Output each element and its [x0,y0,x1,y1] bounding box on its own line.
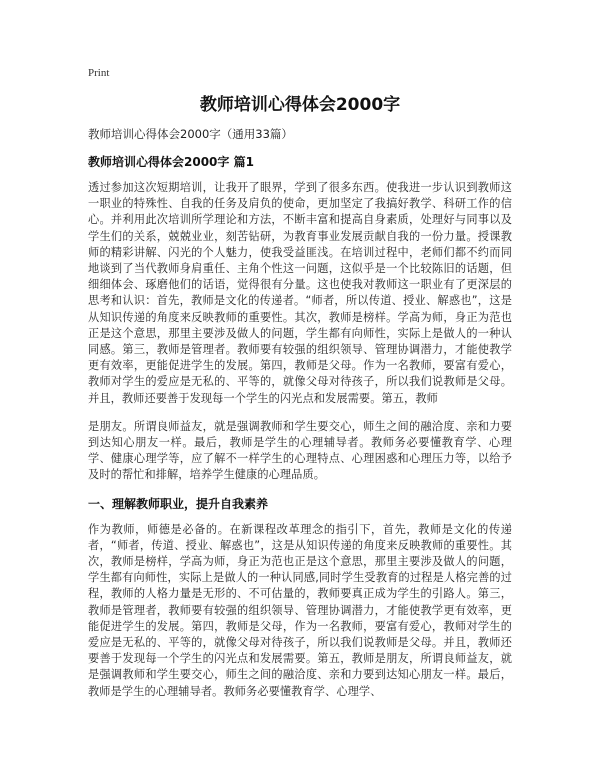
section-1-paragraph-1: 透过参加这次短期培训，让我开了眼界，学到了很多东西。使我进一步认识到教师这一职业的特殊性、自我的任务及肩负的使命，更加坚定了我搞好教学、科研工作的信心。并利用此次培训所学理论和方法，不断丰富和提高自身素质，处理好与同事以及学生们的关系，兢兢业业，刻苦钻研，为教育事业发展贡献自我的一份力量。授课教师的精彩讲解、闪光的个人魅力，使我受益匪浅。在培训过程中，老师们都不约而同地谈到了当代教师身肩重任、主角个性这一问题，这似乎是一个比较陈旧的话题，但细细体会、琢磨他们的话语，觉得很有分量。这也使我对教师这一职业有了更深层的思考和认识：首先，教师是文化的传递者。“师者，所以传道、授业、解惑也”，这是从知识传递的角度来反映教师的重要性。其次，教师是榜样。学高为师，身正为范也正是这个意思，那里主要涉及做人的问题，学生都有向师性，实际上是做人的一种认同感。第三，教师是管理者。教师要有较强的组织领导、管理协调潜力，才能使教学更有效率，更能促进学生的发展。第四，教师是父母。作为一名教师，要富有爱心，教师对学生的爱应是无私的、平等的，就像父母对待孩子，所以我们说教师是父母。并且，教师还要善于发现每一个学生的闪光点和发展需要。第五，教师 [88,181,512,405]
section-2-heading: 一、理解教师职业，提升自我素养 [88,496,269,511]
print-label[interactable]: Print [88,67,110,79]
page-title: 教师培训心得体会2000字 [199,95,401,115]
document-subtitle: 教师培训心得体会2000字（通用33篇） [88,127,293,141]
section-2-paragraph-1: 作为教师，师德是必备的。在新课程改革理念的指引下，首先，教师是文化的传递者，“师者，传道、授业、解惑也”，这是从知识传递的角度来反映教师的重要性。其次，教师是榜样，学高为师，身正为范也正是这个意思，那里主要涉及做人的问题，学生都有向师性，实际上是做人的一种认同感,同时学生受教育的过程是人格完善的过程，教师的人格力量是无形的、不可估量的，教师要真正成为学生的引路人。第三，教师是管理者，教师要有较强的组织领导、管理协调潜力，才能使教学更有效率，更能促进学生的发展。第四，教师是父母，作为一名教师，要富有爱心，教师对学生的爱应是无私的、平等的，就像父母对待孩子，所以我们说教师是父母。并且，教师还要善于发现每一个学生的闪光点和发展需要。第五，教师是朋友，所谓良师益友，就是强调教师和学生要交心，师生之间的融洽度、亲和力要到达知心朋友一样。最后，教师是学生的心理辅导者。教师务必要懂教育学、心理学、 [88,522,512,698]
section-1-heading: 教师培训心得体会2000字 篇1 [88,155,254,169]
section-1-paragraph-2: 是朋友。所谓良师益友，就是强调教师和学生要交心，师生之间的融洽度、亲和力要到达知心朋友一样。最后，教师是学生的心理辅导者。教师务必要懂教育学、心理学、健康心理学等，应了解不一样学生的心理特点、心理困惑和心理压力等，以给予及时的帮忙和排解，培养学生健康的心理品质。 [88,419,512,482]
